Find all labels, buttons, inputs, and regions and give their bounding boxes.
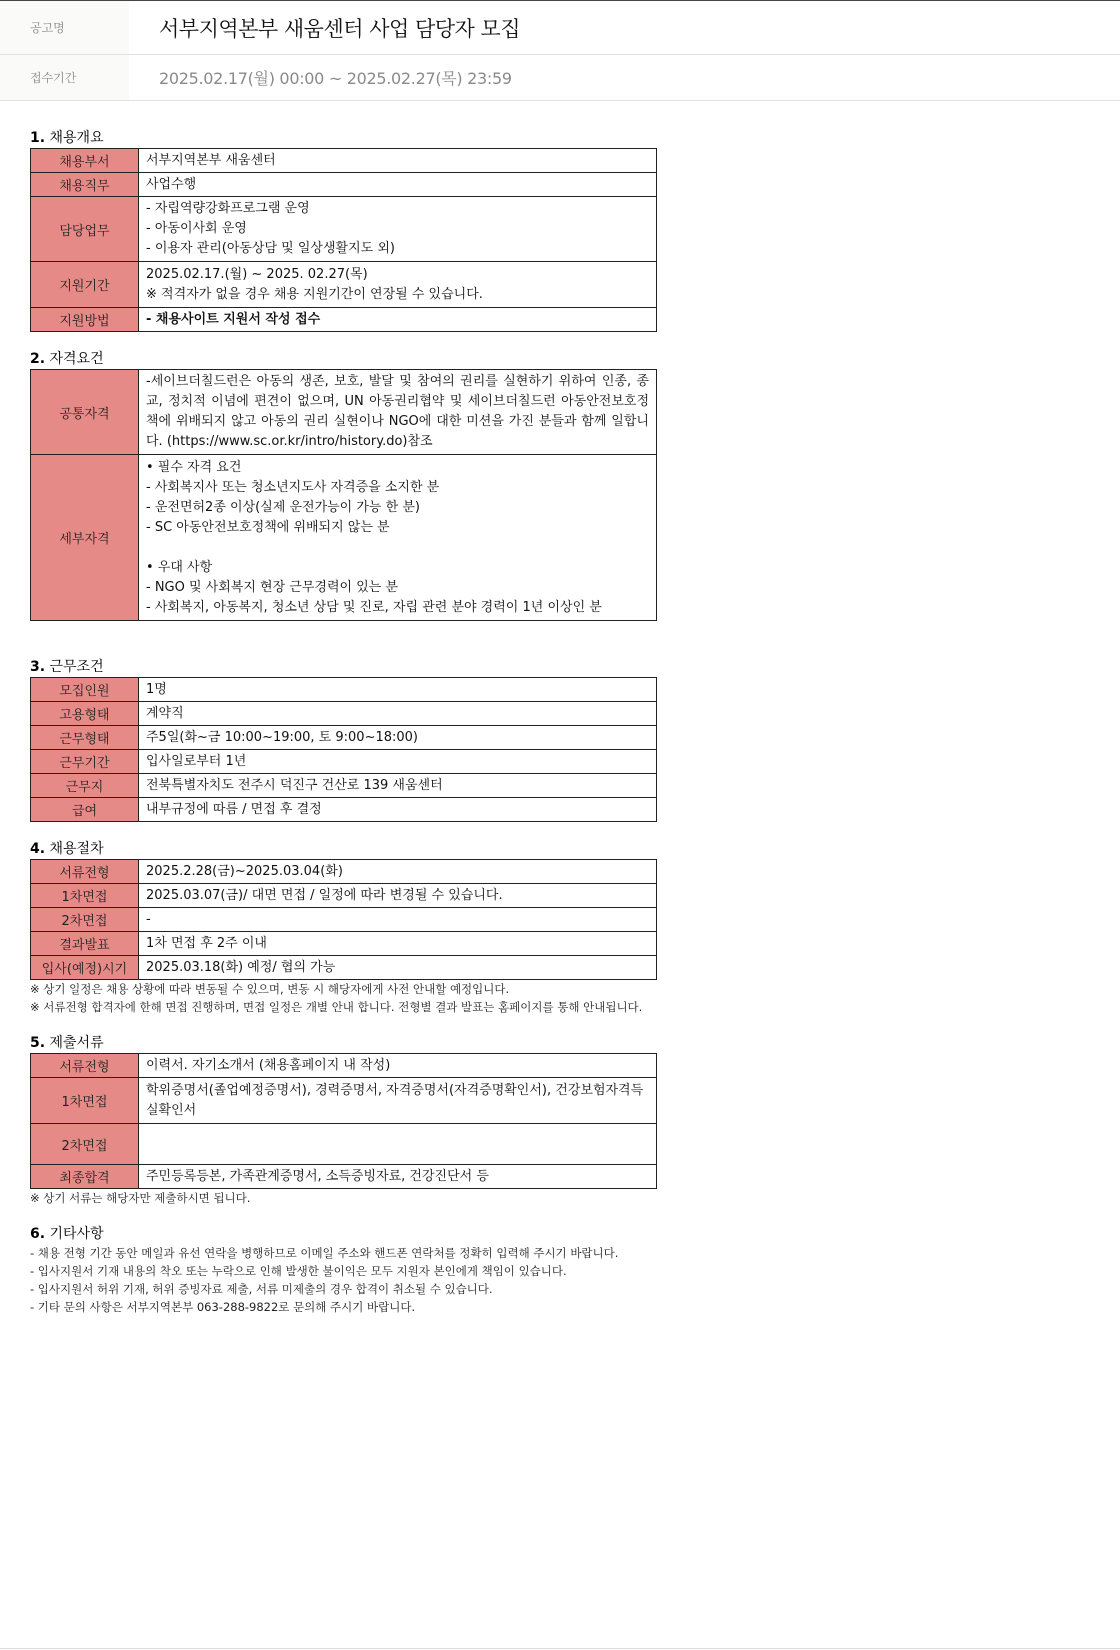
period-line: 2025.02.17.(월) ~ 2025. 02.27(목) [146,266,368,282]
row-value: 2025.03.18(화) 예정/ 협의 가능 [139,956,657,980]
row-key: 근무기간 [31,750,139,774]
row-key: 서류전형 [31,1054,139,1078]
row-key: 근무형태 [31,726,139,750]
row-value: 입사일로부터 1년 [139,750,657,774]
qualifications-table [30,369,657,621]
row-value: 계약직 [139,702,657,726]
period-label: 접수기간 [0,55,129,100]
section-title-misc: 6. 기타사항 [30,1226,104,1242]
overview-table [30,148,657,332]
notice-header [0,1,1120,101]
table-row [31,370,657,455]
row-value: 서부지역본부 새움센터 [139,149,657,173]
row-key: 1차면접 [31,884,139,908]
misc-line: - 입사지원서 기재 내용의 착오 또는 누락으로 인해 발생한 불이익은 모두 지원자 본인에게 책임이 있습니다. [30,1264,567,1278]
table-row [31,860,657,884]
row-key: 급여 [31,798,139,822]
misc-line: - 기타 문의 사항은 서부지역본부 063-288-9822로 문의해 주시기 바랍니다. [30,1300,416,1314]
misc-line: - 채용 전형 기간 동안 메일과 유선 연락을 병행하므로 이메일 주소와 핸드폰 연락처를 정확히 입력해 주시기 바랍니다. [30,1246,619,1260]
table-row [31,884,657,908]
table-row [31,798,657,822]
table-row [31,774,657,798]
header-period-row [0,54,1120,100]
section-title-overview: 1. 채용개요 [30,130,104,146]
row-value: 내부규정에 따름 / 면접 후 결정 [139,798,657,822]
qualification-line: - SC 아동안전보호정책에 위배되지 않는 분 [146,519,390,535]
title-label: 공고명 [0,1,129,54]
application-period: 2025.02.17(월) 00:00 ~ 2025.02.27(목) 23:59 [159,69,512,88]
table-row [31,750,657,774]
documents-table [30,1053,657,1189]
table-row [31,149,657,173]
table-row [31,678,657,702]
table-row [31,1054,657,1078]
row-key: 세부자격 [31,455,139,621]
blank-line [146,538,649,558]
qualification-line: - 사회복지, 아동복지, 청소년 상담 및 진로, 자립 관련 분야 경력이 1년 이상인 분 [146,599,602,615]
duty-line: - 이용자 관리(아동상담 및 일상생활지도 외) [146,241,395,256]
table-row [31,702,657,726]
row-value: - [139,908,657,932]
table-row [31,455,657,621]
row-value [139,197,657,262]
section-title-process: 4. 채용절차 [30,841,104,857]
row-value: 1명 [139,678,657,702]
row-key: 근무지 [31,774,139,798]
conditions-table [30,677,657,822]
table-row [31,173,657,197]
notice-body [30,98,1090,1316]
row-value [139,1124,657,1165]
row-value: 전북특별자치도 전주시 덕진구 건산로 139 새움센터 [139,774,657,798]
row-value: 1차 면접 후 2주 이내 [139,932,657,956]
duty-line: - 자립역량강화프로그램 운영 [146,201,310,216]
table-row [31,956,657,980]
row-value [139,262,657,308]
row-key: 채용부서 [31,149,139,173]
table-row [31,197,657,262]
notice-title: 서부지역본부 새움센터 사업 담당자 모집 [159,16,521,41]
row-value: 2025.2.28(금)~2025.03.04(화) [139,860,657,884]
documents-note: ※ 상기 서류는 해당자만 제출하시면 됩니다. [30,1191,251,1205]
row-value: 주5일(화~금 10:00~19:00, 토 9:00~18:00) [139,726,657,750]
qualification-line: • 우대 사항 [146,559,213,575]
bottom-border [0,1648,1120,1649]
section-title-qualifications: 2. 자격요건 [30,351,104,367]
table-row [31,1078,657,1124]
qualification-line: • 필수 자격 요건 [146,459,242,475]
row-value: - 채용사이트 지원서 작성 접수 [139,308,657,332]
process-table [30,859,657,980]
row-value: 사업수행 [139,173,657,197]
row-key: 입사(예정)시기 [31,956,139,980]
header-title-row [0,1,1120,54]
row-key: 서류전형 [31,860,139,884]
section-title-documents: 5. 제출서류 [30,1035,104,1051]
row-key: 지원기간 [31,262,139,308]
duty-line: - 아동이사회 운영 [146,221,247,236]
table-row [31,1124,657,1165]
row-key: 최종합격 [31,1165,139,1189]
row-key: 1차면접 [31,1078,139,1124]
table-row [31,308,657,332]
misc-line: - 입사지원서 허위 기재, 허위 증빙자료 제출, 서류 미제출의 경우 합격이 취소될 수 있습니다. [30,1282,493,1296]
row-key: 2차면접 [31,1124,139,1165]
qualification-line: - 사회복지사 또는 청소년지도사 자격증을 소지한 분 [146,479,440,495]
row-key: 담당업무 [31,197,139,262]
row-value: 이력서. 자기소개서 (채용홈페이지 내 작성) [139,1054,657,1078]
table-row [31,932,657,956]
row-key: 채용직무 [31,173,139,197]
row-key: 결과발표 [31,932,139,956]
table-row [31,908,657,932]
qualification-line: - 운전면허2종 이상(실제 운전가능이 가능 한 분) [146,499,420,515]
table-row [31,262,657,308]
row-key: 2차면접 [31,908,139,932]
row-key: 공통자격 [31,370,139,455]
row-value: 주민등록등본, 가족관계증명서, 소득증빙자료, 건강진단서 등 [139,1165,657,1189]
row-value [139,455,657,621]
common-qualification-text: -세이브더칠드런은 아동의 생존, 보호, 발달 및 참여의 권리를 실현하기 위하여 인종, 종교, 정치적 이념에 편견이 없으며, UN 아동권리협약 및 세이브더칠드런 아동안전보호정책에 위배되지 않고 아동의 권리 실현이나 NGO에 대한 미션을 가진 분들과 함께 일합니다. (https://www.sc.or.kr/intro/history.do)참조 [139,370,657,455]
period-note: ※ 적격자가 없을 경우 채용 지원기간이 연장될 수 있습니다. [146,286,483,302]
process-note: ※ 서류전형 합격자에 한해 면접 진행하며, 면접 일정은 개별 안내 합니다. 전형별 결과 발표는 홈페이지를 통해 안내됩니다. [30,1000,643,1014]
row-value: 2025.03.07(금)/ 대면 면접 / 일정에 따라 변경될 수 있습니다. [139,884,657,908]
section-title-conditions: 3. 근무조건 [30,659,104,675]
table-row [31,726,657,750]
row-key: 고용형태 [31,702,139,726]
table-row [31,1165,657,1189]
row-key: 모집인원 [31,678,139,702]
qualification-line: - NGO 및 사회복지 현장 근무경력이 있는 분 [146,579,399,595]
row-value: 학위증명서(졸업예정증명서), 경력증명서, 자격증명서(자격증명확인서), 건강보험자격득실확인서 [139,1078,657,1124]
row-key: 지원방법 [31,308,139,332]
process-note: ※ 상기 일정은 채용 상황에 따라 변동될 수 있으며, 변동 시 해당자에게 사전 안내할 예정입니다. [30,982,510,996]
